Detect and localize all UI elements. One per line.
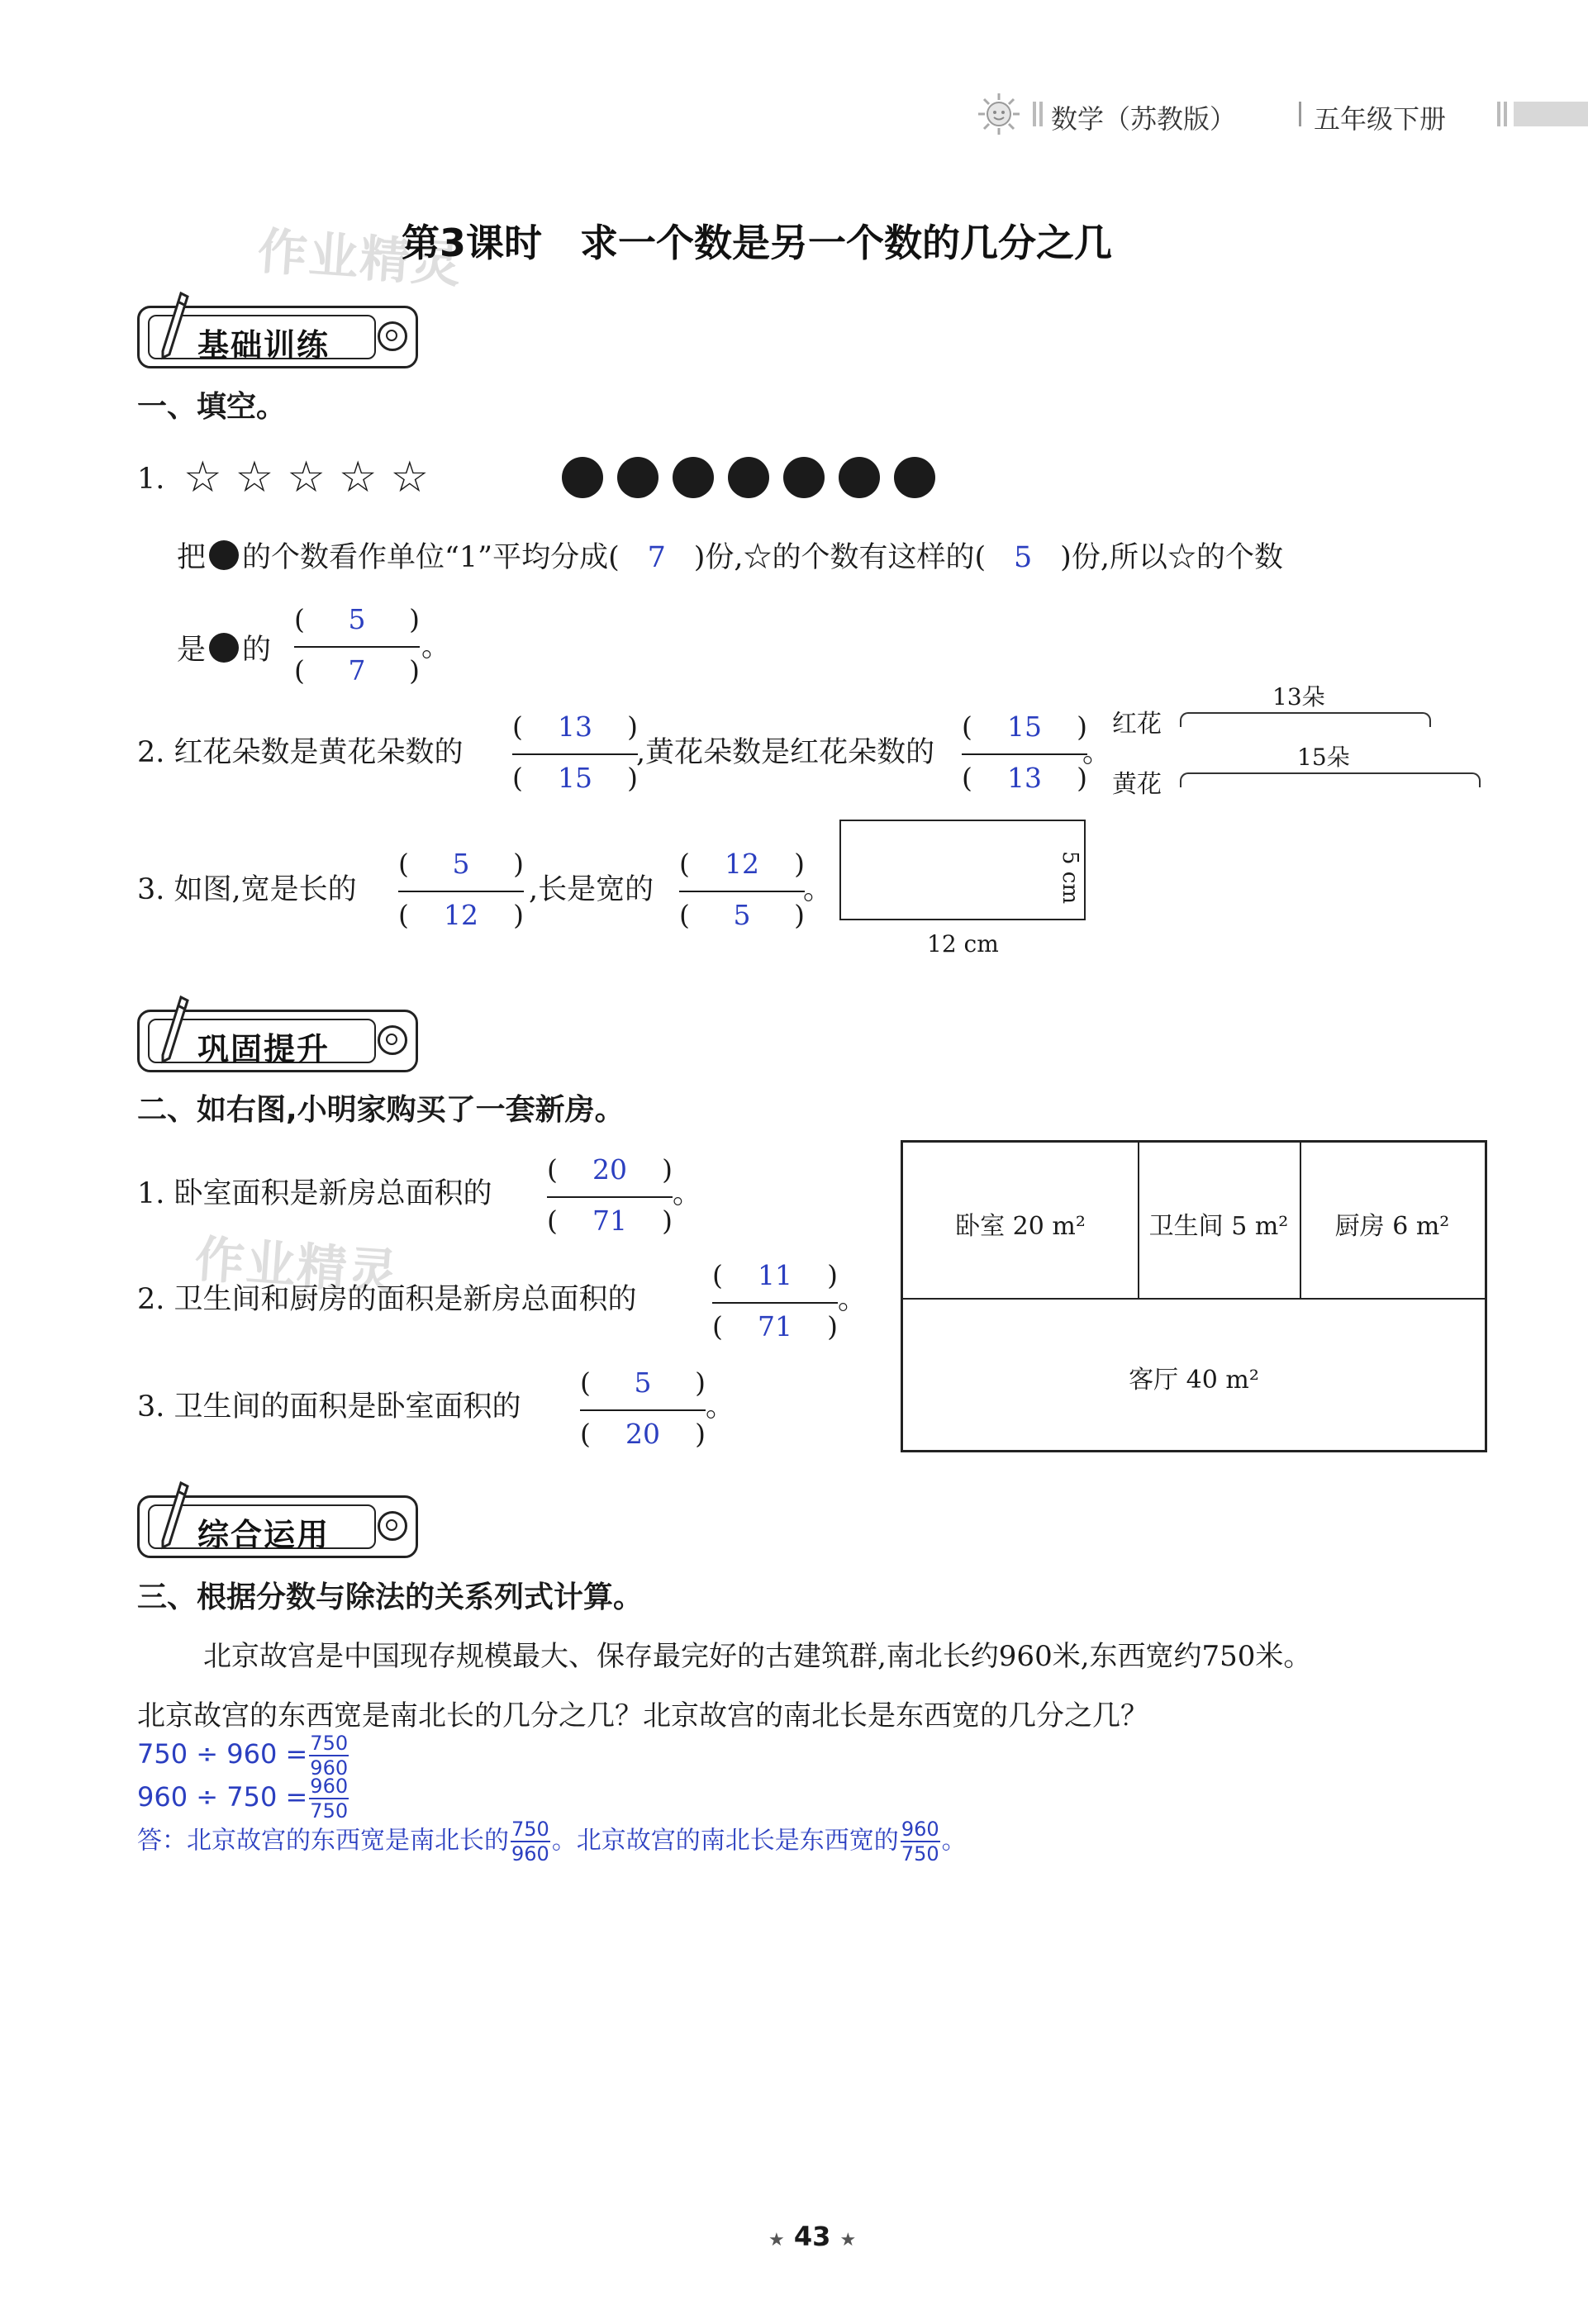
black-dot-icon: [562, 457, 603, 498]
red-count: 13朵: [1272, 683, 1325, 711]
section-badge-comprehensive: [137, 1495, 418, 1558]
p2-q3-text: 3. 卫生间的面积是卧室面积的: [137, 1390, 521, 1423]
star-icon: ★: [839, 2230, 857, 2250]
answer-blank: 5: [1014, 541, 1033, 574]
floor-plan: [901, 1140, 1487, 1452]
dots-group: [562, 457, 949, 501]
page-header: [967, 87, 1588, 145]
star-icon: ☆: [338, 453, 378, 502]
yellow-flower-label: 黄花: [1112, 770, 1162, 799]
q3-text-a: 3. 如图,宽是长的: [137, 873, 357, 906]
star-icon: ☆: [235, 453, 274, 502]
section-badge-consolidate: [137, 1010, 418, 1072]
black-dot-icon: [209, 540, 239, 570]
black-dot-icon: [839, 457, 880, 498]
pencil-icon: [158, 290, 191, 368]
yellow-count: 15朵: [1297, 744, 1350, 771]
header-grade: 五年级下册: [1314, 103, 1447, 135]
problem-para1: 北京故宫是中国现存规模最大、保存最完好的古建筑群,南北长约960米,东西宽约750米。: [203, 1640, 1312, 1673]
calc-line-2: 960 ÷ 750 = $\frac{960}{750}$: [137, 1775, 349, 1823]
room-kitchen: 厨房 6 m²: [1334, 1212, 1450, 1241]
q2-text-a: 2. 红花朵数是黄花朵数的: [137, 736, 464, 769]
black-dot-icon: [673, 457, 714, 498]
header-grey-bar: [1514, 102, 1588, 126]
room-living: 客厅 40 m²: [1129, 1366, 1259, 1395]
part1-heading: 一、填空。: [137, 390, 287, 424]
room-bathroom: 卫生间 5 m²: [1148, 1212, 1289, 1241]
section-title: 巩固提升: [197, 1031, 330, 1067]
problem-para2: 北京故宫的东西宽是南北长的几分之几？北京故宫的南北长是东西宽的几分之几？: [137, 1699, 1148, 1732]
black-dot-icon: [728, 457, 769, 498]
length-label: 12 cm: [927, 930, 999, 958]
star-icon: ★: [768, 2230, 785, 2250]
watermark: 作业精灵: [255, 222, 464, 295]
q3-text-b: ,长是宽的: [529, 873, 654, 906]
black-dot-icon: [783, 457, 825, 498]
q1-line1: 把 的个数看作单位“1”平均分成( 7 )份,☆的个数有这样的( 5 )份,所以☆的个数: [177, 541, 1283, 574]
q2-text-b: ,黄花朵数是红花朵数的: [636, 736, 935, 769]
page-title: 第3课时 求一个数是另一个数的几分之几: [402, 221, 1113, 265]
q1-line2: 是 的: [177, 634, 272, 667]
page-number: ★ 43 ★: [768, 2221, 857, 2252]
header-book-title: 数学（苏教版）: [1051, 103, 1237, 135]
rectangle-figure: [839, 820, 1086, 920]
pencil-icon: [158, 1480, 191, 1557]
section-title: 综合运用: [197, 1517, 330, 1553]
watermark: 作业精灵: [193, 1230, 402, 1303]
q1-number: 1.: [137, 463, 165, 496]
room-bedroom: 卧室 20 m²: [955, 1212, 1086, 1241]
black-dot-icon: [617, 457, 658, 498]
red-flower-label: 红花: [1112, 710, 1162, 739]
pencil-icon: [158, 994, 191, 1072]
p2-q1-text: 1. 卧室面积是新房总面积的: [137, 1177, 492, 1210]
yellow-brace: [1180, 772, 1481, 787]
section-title: 基础训练: [197, 327, 330, 364]
star-icon: ☆: [287, 453, 326, 502]
star-icon: ☆: [390, 453, 430, 502]
sun-logo-icon: [977, 92, 1021, 136]
answer-line: 答：北京故宫的东西宽是南北长的 $\frac{750}{960}$ 。北京故宫的南北长是东西宽的 $\frac{960}{750}$ 。: [137, 1818, 967, 1865]
star-icon: ☆: [183, 453, 222, 502]
stars-group: [183, 453, 442, 502]
black-dot-icon: [209, 633, 239, 663]
width-label: 5 cm: [1058, 851, 1082, 905]
part3-heading: 三、根据分数与除法的关系列式计算。: [137, 1580, 644, 1614]
calc-line-1: 750 ÷ 960 = $\frac{750}{960}$: [137, 1732, 349, 1780]
section-badge-basic: [137, 306, 418, 368]
red-brace: [1180, 712, 1431, 727]
part2-heading: 二、如右图,小明家购买了一套新房。: [137, 1093, 625, 1127]
p2-q2-text: 2. 卫生间和厨房的面积是新房总面积的: [137, 1283, 637, 1316]
black-dot-icon: [894, 457, 935, 498]
answer-blank: 7: [647, 541, 666, 574]
